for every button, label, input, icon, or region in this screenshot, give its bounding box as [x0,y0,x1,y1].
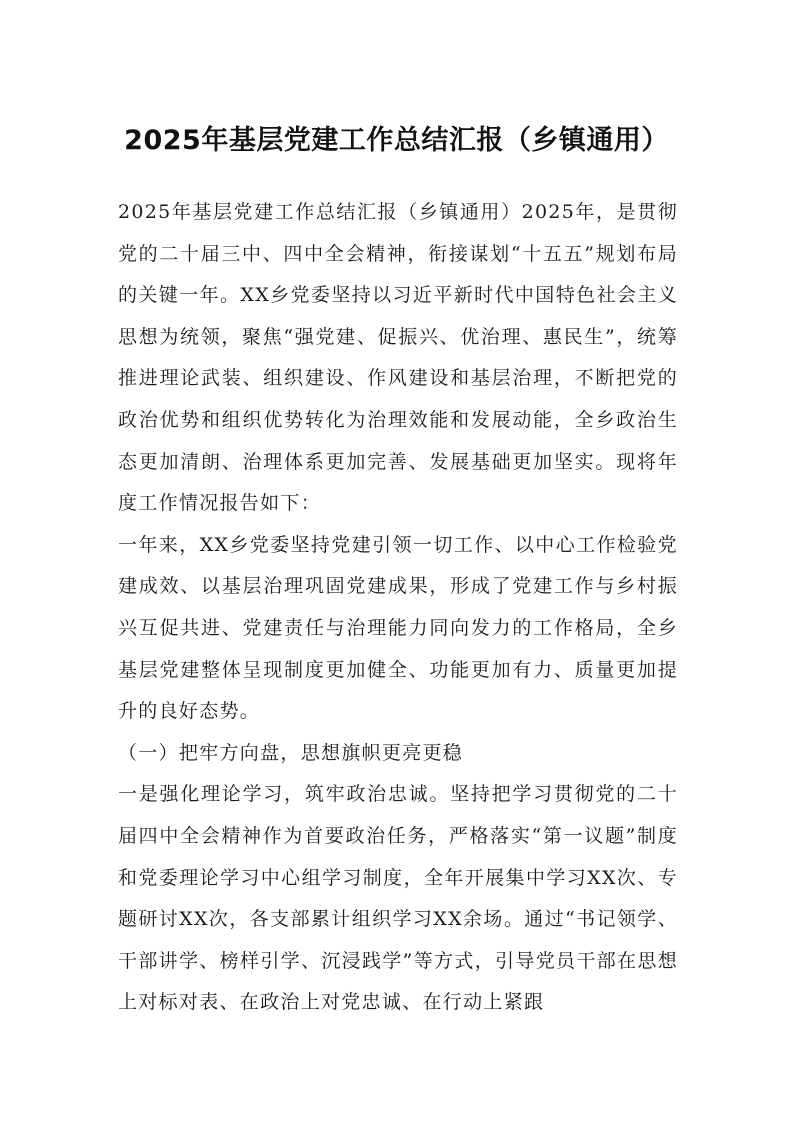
document-title: 2025年基层党建工作总结汇报（乡镇通用） [124,125,669,156]
document-body [118,192,678,1024]
paragraph-theory-study: 一是强化理论学习，筑牢政治忠诚。坚持把学习贯彻党的二十届四中全会精神作为首要政治任务，严格落实“第一议题”制度和党委理论学习中心组学习制度，全年开展集中学习XX次、专题研讨XX次，各支部累计组织学习XX余场。通过“书记领学、干部讲学、榜样引学、沉浸践学”等方式，引导党员干部在思想上对标对表、在政治上对党忠诚、在行动上紧跟 [118,783,678,1014]
paragraph-intro: 2025年基层党建工作总结汇报（乡镇通用）2025年，是贯彻党的二十届三中、四中全会精神，衔接谋划“十五五”规划布局的关键一年。XX乡党委坚持以习近平新时代中国特色社会主义思想为统领，聚焦“强党建、促振兴、优治理、惠民生”，统筹推进理论武装、组织建设、作风建设和基层治理，不断把党的政治优势和组织优势转化为治理效能和发展动能，全乡政治生态更加清朗、治理体系更加完善、发展基础更加坚实。现将年度工作情况报告如下： [118,201,678,515]
section-heading: （一）把牢方向盘，思想旗帜更亮更稳 [118,741,464,764]
paragraph-overview: 一年来，XX乡党委坚持党建引领一切工作、以中心工作检验党建成效、以基层治理巩固党建成果，形成了党建工作与乡村振兴互促共进、党建责任与治理能力同向发力的工作格局，全乡基层党建整体呈现制度更加健全、功能更加有力、质量更加提升的良好态势。 [118,533,678,723]
